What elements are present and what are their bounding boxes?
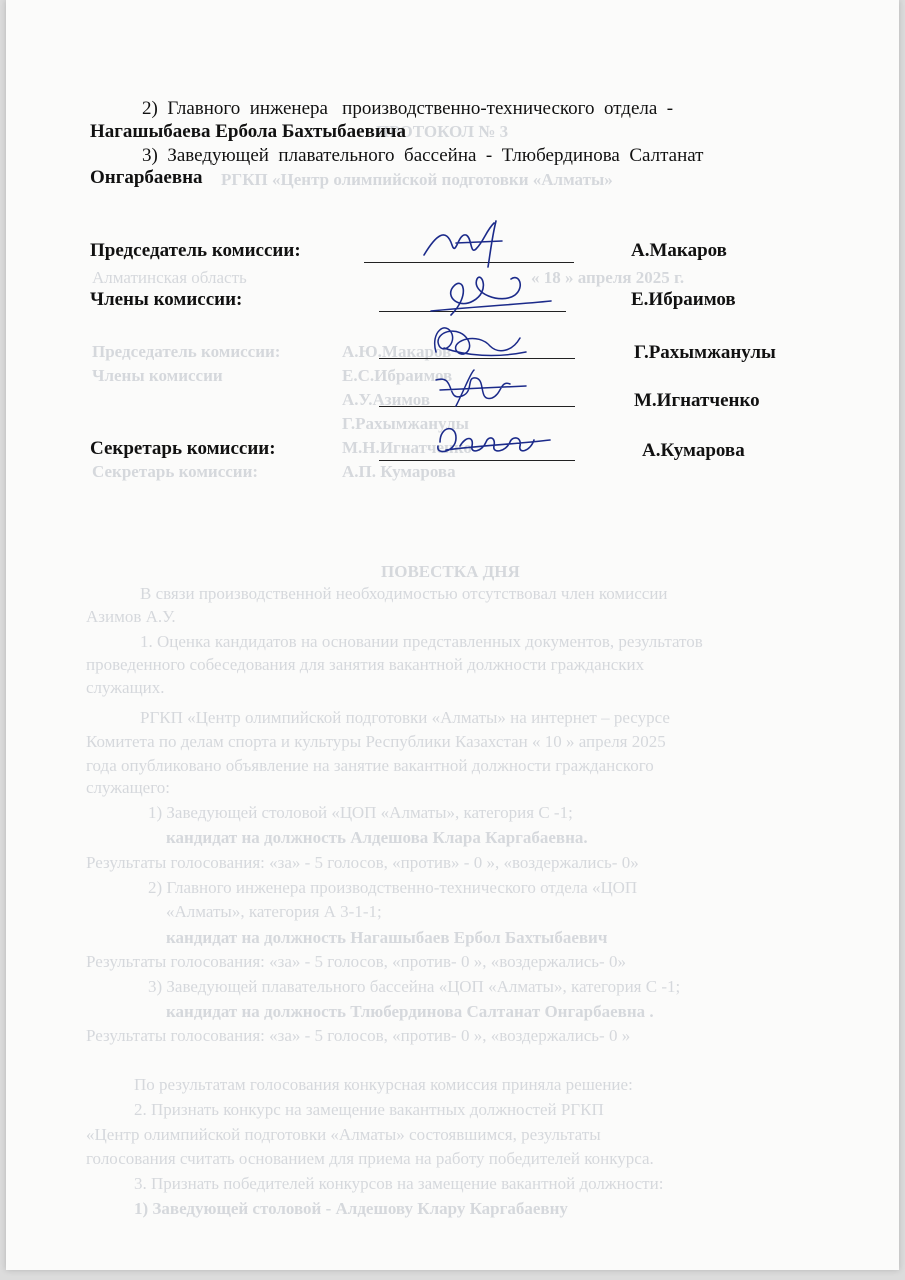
bleed-line: 3) Заведующей плавательного бассейна «ЦОП «Алматы», категория С -1; xyxy=(148,977,681,996)
bleed-agenda-title: ПОВЕСТКА ДНЯ xyxy=(381,562,520,581)
bleed-protocol-title: ПРОТОКОЛ № 3 xyxy=(376,122,509,141)
bleed-line: кандидат на должность Тлюбердинова Салтанат Онгарбаевна . xyxy=(166,1002,654,1021)
item-2-prefix: 2) Главного инженера производственно-технического отдела - xyxy=(142,98,674,119)
bleed-line: 2. Признать конкурс на замещение вакантных должностей РГКП xyxy=(134,1100,604,1119)
chair-name: А.Макаров xyxy=(631,240,727,261)
bleed-secretary-name: А.П. Кумарова xyxy=(342,462,456,481)
bleed-chair-role: Председатель комиссии: xyxy=(92,342,281,361)
secretary-role: Секретарь комиссии: xyxy=(90,438,276,459)
bleed-line: «Алматы», категория А 3-1-1; xyxy=(166,902,382,921)
bleed-line: 2) Главного инженера производственно-технического отдела «ЦОП xyxy=(148,878,638,897)
bleed-line: По результатам голосования конкурсная комиссия приняла решение: xyxy=(134,1075,633,1094)
bleed-line: проведенного собеседования для занятия вакантной должности гражданских xyxy=(86,655,645,674)
bleed-line: 3. Признать победителей конкурсов на замещение вакантной должности: xyxy=(134,1174,664,1193)
bleed-member-4: М.Н.Игнатченко xyxy=(342,438,472,457)
bleed-member-3: Г.Рахымжанулы xyxy=(342,414,469,433)
item-3-name: Онгарбаевна xyxy=(90,167,203,188)
bleed-chair-name: А.Ю.Макаров xyxy=(342,342,452,361)
members-role: Члены комиссии: xyxy=(90,289,243,310)
bleed-line: служащих. xyxy=(86,678,165,697)
member-3-name: М.Игнатченко xyxy=(634,390,760,411)
bleed-line: Результаты голосования: «за» - 5 голосов, «против- 0 », «воздержались- 0 » xyxy=(86,1026,631,1045)
document-page xyxy=(6,0,899,1270)
item-2-name: Нагашыбаева Ербола Бахтыбаевича xyxy=(90,121,406,142)
bleed-line: «Центр олимпийской подготовки «Алматы» состоявшимся, результаты xyxy=(86,1125,601,1144)
bleed-line: В связи производственной необходимостью отсутствовал член комиссии xyxy=(140,584,668,603)
member-2-name: Г.Рахымжанулы xyxy=(634,342,776,363)
bleed-line: Азимов А.У. xyxy=(86,607,176,626)
secretary-signature xyxy=(426,416,556,466)
bleed-line: служащего: xyxy=(86,778,171,797)
bleed-place: Алматинская область xyxy=(92,268,247,287)
bleed-line: года опубликовано объявление на занятие вакантной должности гражданского xyxy=(86,756,654,775)
bleed-secretary-role: Секретарь комиссии: xyxy=(92,462,259,481)
bleed-line: кандидат на должность Алдешова Клара Каргабаевна. xyxy=(166,828,588,847)
bleed-line: РГКП «Центр олимпийской подготовки «Алматы» на интернет – ресурсе xyxy=(140,708,670,727)
member-1-name: Е.Ибраимов xyxy=(631,289,736,310)
bleed-line: голосования считать основанием для приема на работу победителей конкурса. xyxy=(86,1149,654,1168)
bleed-line: 1) Заведующей столовой - Алдешову Клару Каргабаевну xyxy=(134,1199,568,1218)
member-3-signature xyxy=(416,366,536,416)
bleed-line: кандидат на должность Нагашыбаев Ербол Бахтыбаевич xyxy=(166,928,608,947)
bleed-member-2: А.У.Азимов xyxy=(342,390,430,409)
bleed-members-role: Члены комиссии xyxy=(92,366,223,385)
bleed-date: « 18 » апреля 2025 г. xyxy=(531,268,685,287)
bleed-line: Результаты голосования: «за» - 5 голосов, «против» - 0 », «воздержались- 0» xyxy=(86,853,639,872)
bleed-org-line: РГКП «Центр олимпийской подготовки «Алматы» xyxy=(221,170,613,189)
bleed-line: Комитета по делам спорта и культуры Республики Казахстан « 10 » апреля 2025 xyxy=(86,732,666,751)
bleed-member-1: Е.С.Ибраимов xyxy=(342,366,453,385)
member-2-signature xyxy=(416,312,536,372)
chair-role: Председатель комиссии: xyxy=(90,240,301,261)
secretary-name: А.Кумарова xyxy=(642,440,745,461)
bleed-line: 1. Оценка кандидатов на основании представленных документов, результатов xyxy=(140,632,703,651)
bleed-line: 1) Заведующей столовой «ЦОП «Алматы», категория С -1; xyxy=(148,803,573,822)
item-3-prefix: 3) Заведующей плавательного бассейна - Тлюбердинова Салтанат xyxy=(142,145,704,166)
bleed-line: Результаты голосования: «за» - 5 голосов, «против- 0 », «воздержались- 0» xyxy=(86,952,626,971)
